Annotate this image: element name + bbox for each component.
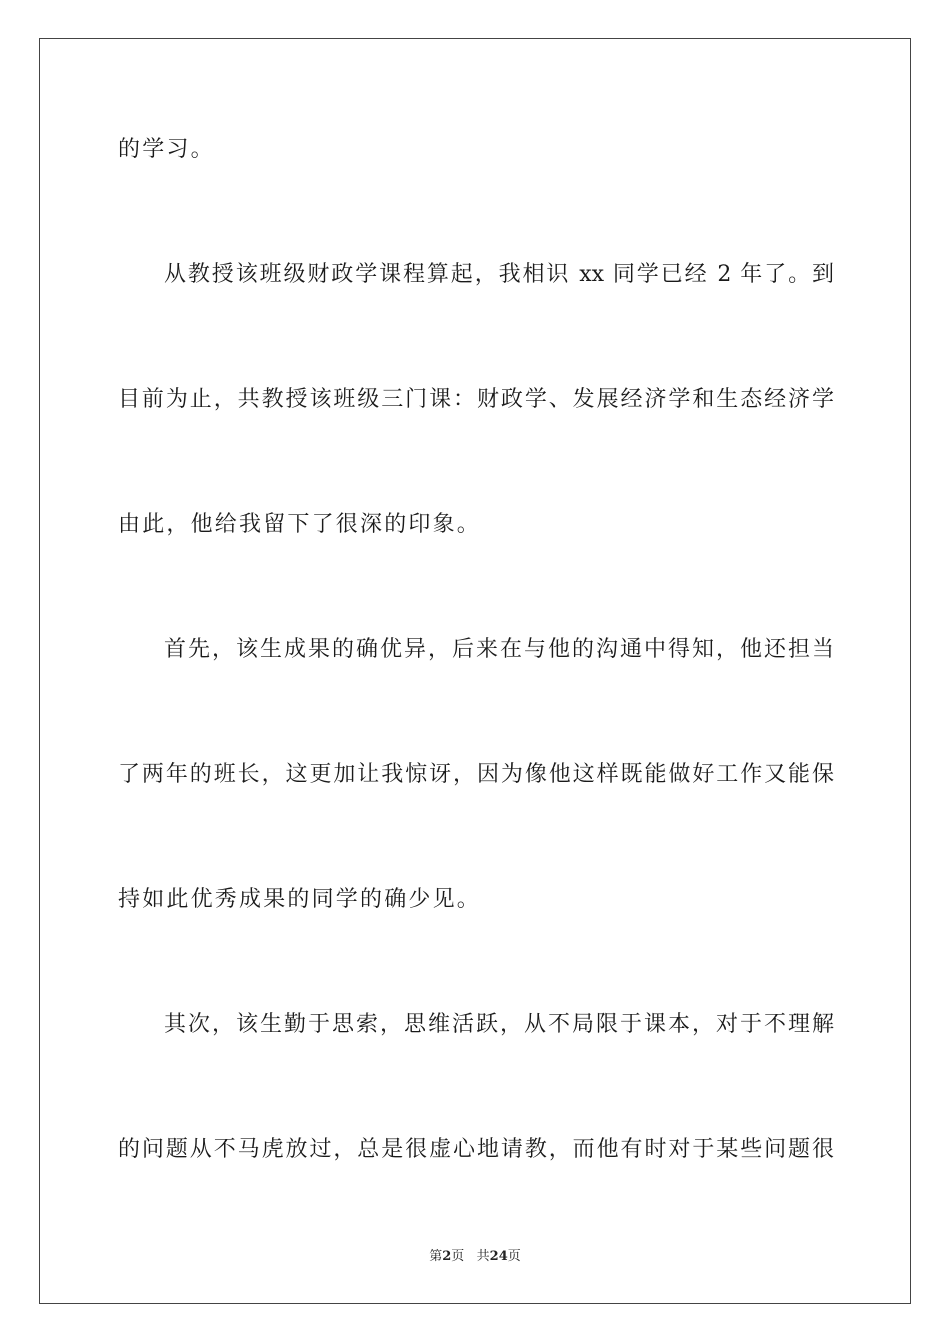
- text-line-1: 的学习。: [118, 137, 215, 162]
- current-page-number: 2: [442, 1249, 452, 1264]
- text-line-9: 的问题从不马虎放过，总是很虚心地请教，而他有时对于某些问题很: [118, 1137, 834, 1162]
- text-line-8: 其次，该生勤于思索，思维活跃，从不局限于课本，对于不理解: [164, 1012, 834, 1037]
- text-line-4: 由此，他给我留下了很深的印象。: [118, 512, 482, 537]
- text-line-3: 目前为止，共教授该班级三门课：财政学、发展经济学和生态经济学: [118, 387, 834, 412]
- page-footer: [0, 1248, 950, 1266]
- total-page-number: 24: [489, 1249, 508, 1264]
- page-prefix: 第: [429, 1249, 443, 1264]
- text-line-6: 了两年的班长，这更加让我惊讶，因为像他这样既能做好工作又能保: [118, 762, 834, 787]
- text-line-2: 从教授该班级财政学课程算起，我相识 xx 同学已经 2 年了。到: [164, 262, 834, 287]
- page-frame: [39, 38, 911, 1304]
- page-mid-text: 页 共: [451, 1249, 490, 1264]
- page-suffix: 页: [507, 1249, 521, 1264]
- text-line-7: 持如此优秀成果的同学的确少见。: [118, 887, 482, 912]
- text-line-5: 首先，该生成果的确优异，后来在与他的沟通中得知，他还担当: [164, 637, 834, 662]
